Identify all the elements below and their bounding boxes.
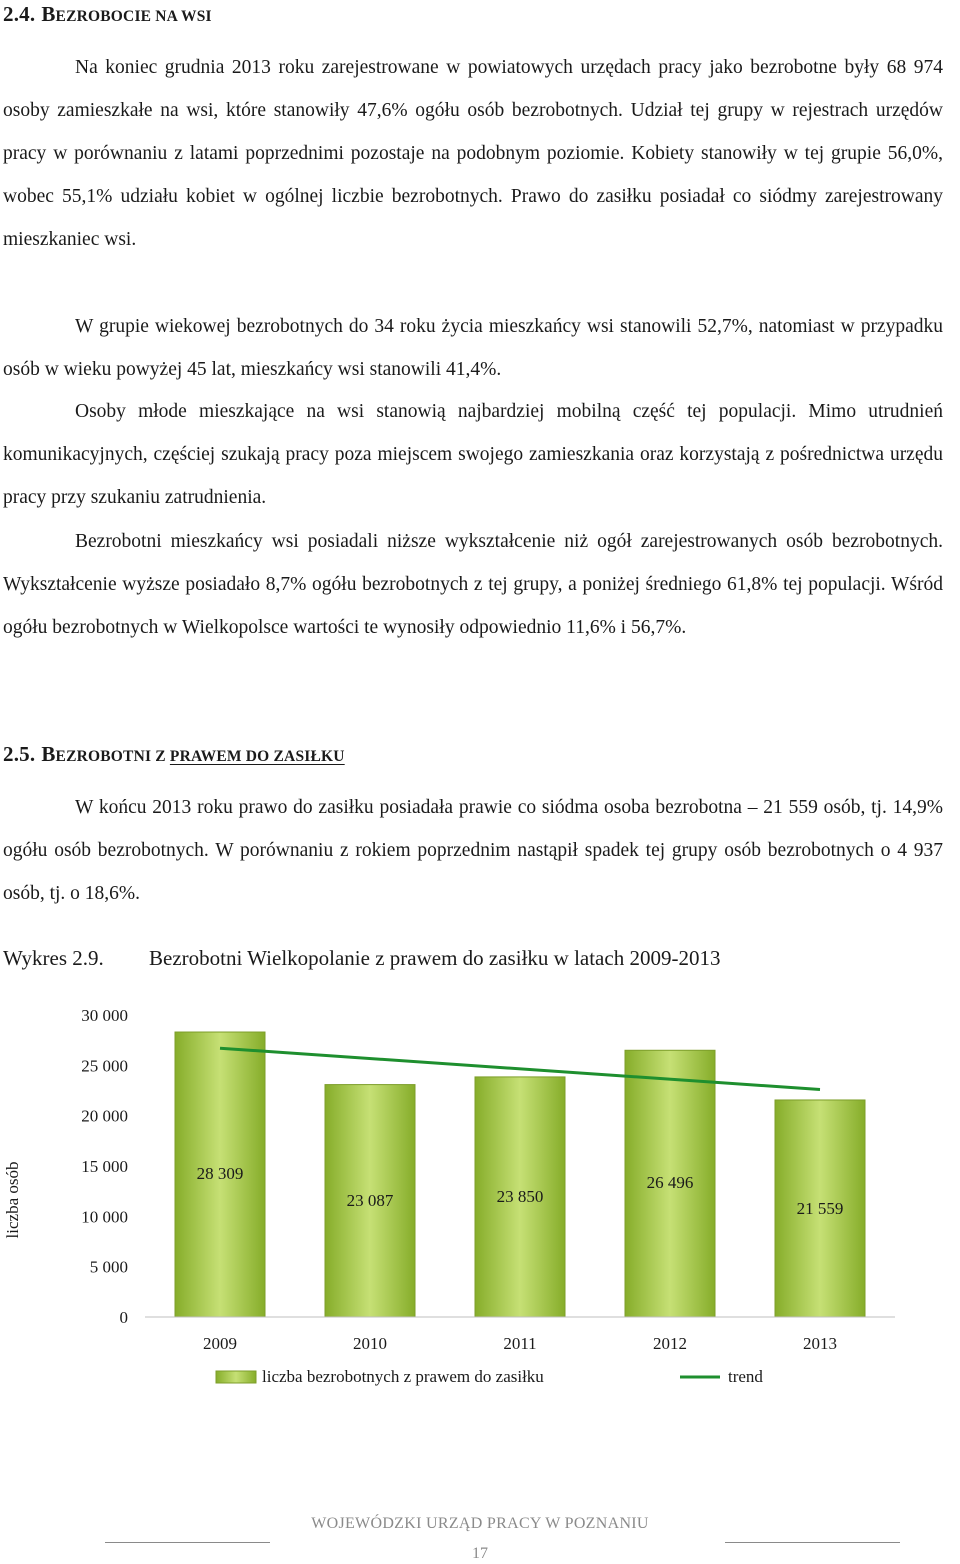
legend-label-trend: trend bbox=[728, 1367, 763, 1386]
x-tick-label: 2011 bbox=[503, 1334, 537, 1353]
bar-series bbox=[175, 1032, 865, 1317]
section-heading-2-4 bbox=[3, 2, 212, 27]
x-axis-ticks bbox=[145, 1317, 895, 1353]
y-axis-label: liczba osób bbox=[3, 1161, 22, 1239]
heading-rest-underlined: PRAWEM DO ZASIŁKU bbox=[169, 748, 345, 765]
heading-first-letter: B bbox=[41, 2, 56, 26]
x-tick-label: 2012 bbox=[653, 1334, 687, 1353]
y-tick-label: 30 000 bbox=[81, 1006, 128, 1025]
y-tick-label: 20 000 bbox=[81, 1106, 128, 1126]
bar-data-label: 21 559 bbox=[796, 1199, 844, 1218]
page-number: 17 bbox=[472, 1545, 488, 1562]
bar-data-label: 23 850 bbox=[496, 1187, 544, 1206]
y-tick-label: 10 000 bbox=[81, 1207, 128, 1227]
paragraph-4: Bezrobotni mieszkańcy wsi posiadali niższe wykształcenie niż ogół zarejestrowanych osób bezrobotnych. Wykształcenie wyższe posiadało 8,7% ogółu bezrobotnych z tej grupy, a poniżej średniego 61,8% tej populacji. Wśród ogółu bezrobotnych w Wielkopolsce wartości te wynosiły odpowiednio 11,6% i 56,7%. bbox=[3, 531, 943, 638]
figure-title: Bezrobotni Wielkopolanie z prawem do zasiłku w latach 2009-2013 bbox=[149, 946, 721, 970]
x-tick-label: 2009 bbox=[203, 1334, 237, 1353]
heading-rest: EZROBOCIE NA WSI bbox=[55, 8, 212, 25]
figure-label: Wykres 2.9. bbox=[3, 946, 104, 970]
footer-organization: WOJEWÓDZKI URZĄD PRACY W POZNANIU bbox=[311, 1515, 649, 1532]
bar-chart bbox=[0, 995, 960, 1415]
footer-divider-left bbox=[105, 1542, 270, 1543]
bar-data-label: 28 309 bbox=[196, 1164, 244, 1183]
paragraph-5: W końcu 2013 roku prawo do zasiłku posiadała prawie co siódma osoba bezrobotna – 21 559 osób, tj. 14,9% ogółu osób bezrobotnych. W porównaniu z rokiem poprzednim nastąpił spadek tej grupy osób bezrobotnych o 4 937 osób, tj. o 18,6%. bbox=[3, 797, 943, 904]
legend bbox=[216, 1367, 763, 1386]
heading-first-letter: B bbox=[41, 742, 56, 766]
legend-swatch-bars bbox=[216, 1371, 256, 1383]
section-number: 2.4. bbox=[3, 2, 36, 26]
paragraph-3: Osoby młode mieszkające na wsi stanowią najbardziej mobilną część tej populacji. Mimo utrudnień komunikacyjnych, częściej szukają pracy poza miejscem swojego zamieszkania oraz korzystają z pośrednictwa urzędu pracy przy szukaniu zatrudnienia. bbox=[3, 401, 943, 508]
x-tick-label: 2010 bbox=[353, 1334, 387, 1353]
y-axis-ticks bbox=[81, 1006, 128, 1327]
legend-label-bars: liczba bezrobotnych z prawem do zasiłku bbox=[262, 1367, 544, 1386]
y-tick-label: 15 000 bbox=[81, 1157, 128, 1176]
paragraph-1: Na koniec grudnia 2013 roku zarejestrowane w powiatowych urzędach pracy jako bezrobotne były 68 974 osoby zamieszkałe na wsi, które stanowiły 47,6% ogółu osób bezrobotnych. Udział tej grupy w rejestrach urzędów pracy w porównaniu z latami poprzednimi pozostaje na podobnym poziomie. Kobiety stanowiły w tej grupie 56,0%, wobec 55,1% udziału kobiet w ogólnej liczbie bezrobotnych. Prawo do zasiłku posiadał co siódmy zarejestrowany mieszkaniec wsi. bbox=[3, 57, 943, 250]
heading-rest-plain: EZROBOTNI Z bbox=[55, 748, 170, 765]
bar-data-label: 26 496 bbox=[646, 1173, 694, 1192]
y-tick-label: 0 bbox=[119, 1308, 128, 1327]
y-tick-label: 25 000 bbox=[81, 1056, 128, 1076]
footer-divider-right bbox=[725, 1542, 900, 1543]
x-tick-label: 2013 bbox=[803, 1334, 837, 1353]
bar-data-label: 23 087 bbox=[346, 1191, 394, 1210]
y-tick-label: 5 000 bbox=[89, 1257, 128, 1277]
paragraph-2: W grupie wiekowej bezrobotnych do 34 roku życia mieszkańcy wsi stanowili 52,7%, natomiast w przypadku osób w wieku powyżej 45 lat, mieszkańcy wsi stanowili 41,4%. bbox=[3, 316, 943, 380]
figure-caption bbox=[3, 946, 720, 971]
section-number: 2.5. bbox=[3, 742, 36, 766]
section-heading-2-5 bbox=[3, 742, 345, 767]
